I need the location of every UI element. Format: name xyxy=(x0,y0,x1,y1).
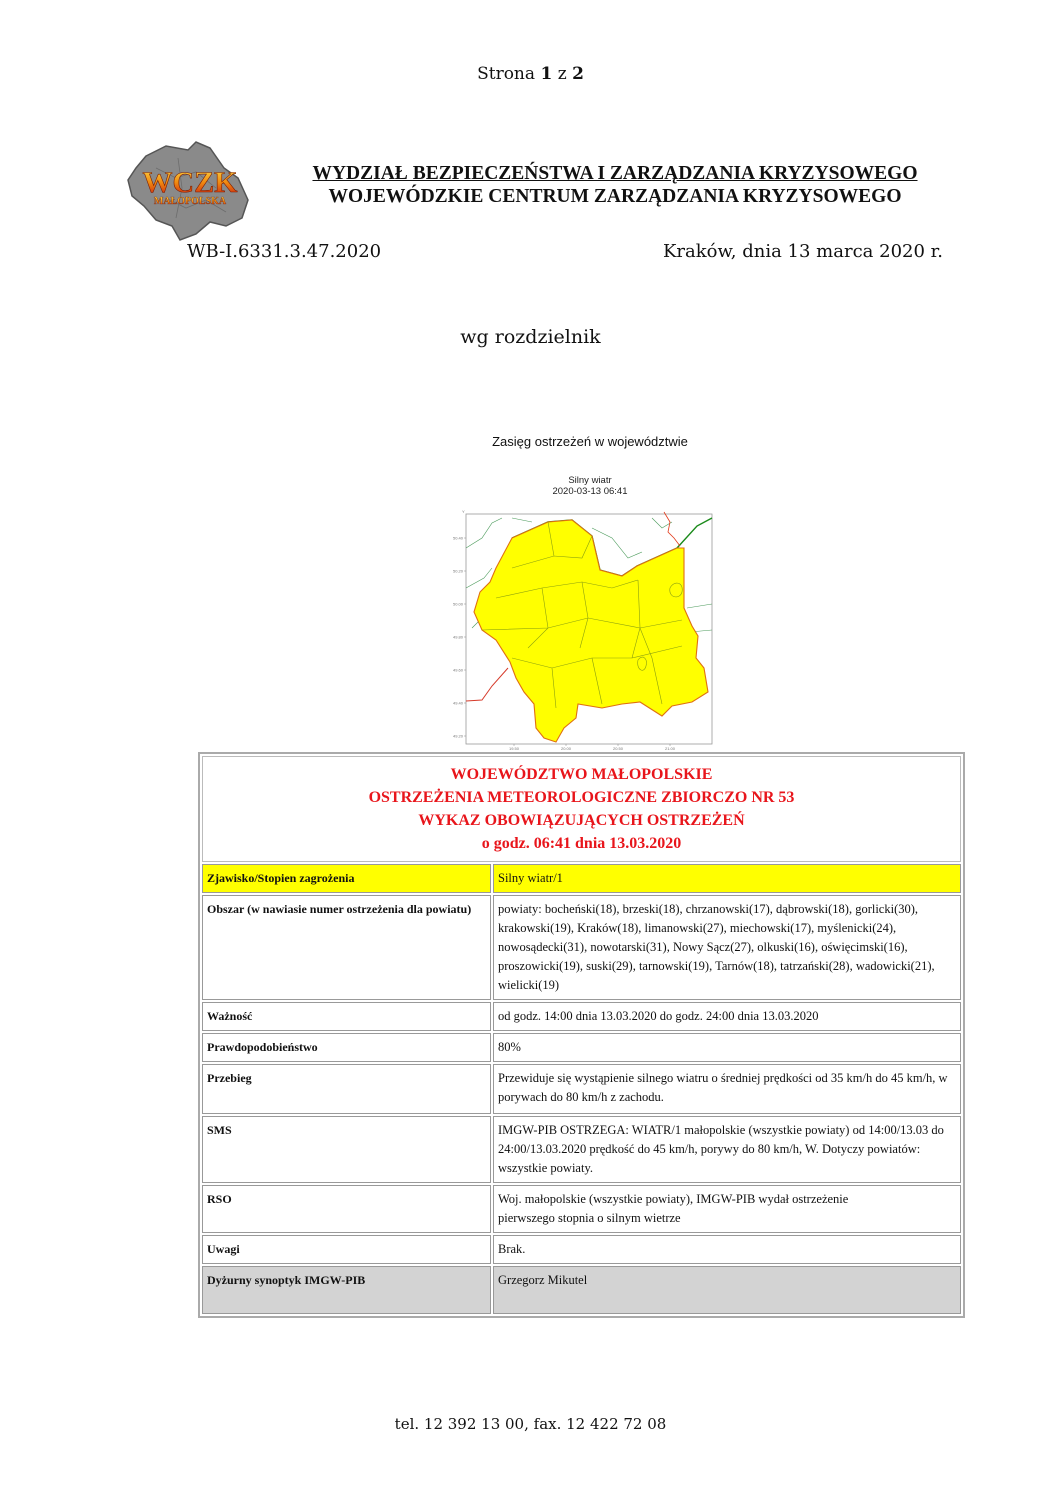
y-tick-label: 50.20 xyxy=(453,568,464,574)
row-value: powiaty: bocheński(18), brzeski(18), chrzanowski(17), dąbrowski(18), gorlicki(30), krakowski(19), Kraków(18), limanowski(27), miechowski(17), myślenicki(24), nowosądecki(31), nowotarski(31), Nowy Sącz(27), olkuski(16), oświęcimski(16), proszowicki(19), suski(29), tarnowski(19), Tarnów(18), tatrzański(28), wadowicki(21), wielicki(19) xyxy=(493,895,961,1000)
warning-issue-time: o godz. 06:41 dnia 13.03.2020 xyxy=(481,835,682,852)
row-value: od godz. 14:00 dnia 13.03.2020 do godz. 24:00 dnia 13.03.2020 xyxy=(493,1002,961,1031)
row-label: Przebieg xyxy=(202,1064,491,1114)
logo-text: WCZK xyxy=(142,166,238,199)
y-tick-label: 50.40 xyxy=(453,535,464,541)
warning-header xyxy=(202,756,961,862)
contact-footer: tel. 12 392 13 00, fax. 12 422 72 08 xyxy=(394,1415,667,1433)
warning-table xyxy=(198,752,965,1318)
warning-region: WOJEWÓDZTWO MAŁOPOLSKIE xyxy=(450,766,713,783)
table-row xyxy=(202,1116,961,1183)
row-label: RSO xyxy=(202,1185,491,1233)
page-label: Strona xyxy=(477,64,536,84)
row-label: Zjawisko/Stopien zagrożenia xyxy=(202,864,491,893)
recipient: wg rozdzielnik xyxy=(460,326,601,348)
row-value: Woj. małopolskie (wszystkie powiaty), IMGW-PIB wydał ostrzeżenie pierwszego stopnia o silnym wietrze xyxy=(493,1185,961,1233)
page-sep: z xyxy=(557,64,567,84)
table-row xyxy=(202,864,961,893)
table-row xyxy=(202,1185,961,1233)
row-value: Brak. xyxy=(493,1235,961,1264)
x-tick-label: 20.50 xyxy=(612,746,624,751)
warning-list-title: WYKAZ OBOWIĄZUJĄCYCH OSTRZEŻEŃ xyxy=(418,812,745,829)
row-value: Silny wiatr/1 xyxy=(493,864,961,893)
y-tick-label: 49.40 xyxy=(453,700,464,706)
center-title: WOJEWÓDZKIE CENTRUM ZARZĄDZANIA KRYZYSOWEGO xyxy=(328,186,902,207)
department-title: WYDZIAŁ BEZPIECZEŃSTWA I ZARZĄDZANIA KRYZYSOWEGO xyxy=(312,163,918,184)
wczk-logo xyxy=(126,138,254,242)
page-number xyxy=(0,64,1061,84)
table-row xyxy=(202,1064,961,1114)
table-row xyxy=(202,1002,961,1031)
map-timestamp: 2020-03-13 06:41 xyxy=(552,486,628,497)
map-subtitle xyxy=(450,475,730,497)
warning-map xyxy=(452,508,727,752)
row-value: Grzegorz Mikutel xyxy=(493,1266,961,1314)
logo-subtext: MAŁOPOLSKA xyxy=(153,196,227,207)
y-tick-label: 49.20 xyxy=(453,733,464,739)
table-row xyxy=(202,895,961,1000)
y-tick-label: 49.80 xyxy=(453,634,464,640)
row-label: Uwagi xyxy=(202,1235,491,1264)
y-axis-ticks xyxy=(453,536,466,739)
y-tick-label: 50.00 xyxy=(453,601,464,607)
row-label: SMS xyxy=(202,1116,491,1183)
table-row xyxy=(202,1033,961,1062)
row-label: Dyżurny synoptyk IMGW-PIB xyxy=(202,1266,491,1314)
table-row xyxy=(202,1266,961,1314)
place-date: Kraków, dnia 13 marca 2020 r. xyxy=(662,241,943,262)
map-phenomenon: Silny wiatr xyxy=(568,475,612,486)
y-axis-label: Y xyxy=(462,509,465,514)
y-tick-label: 49.60 xyxy=(453,667,464,673)
map-title: Zasięg ostrzeżeń w województwie xyxy=(492,434,688,449)
x-tick-label: 21.00 xyxy=(664,746,676,751)
table-row xyxy=(202,1235,961,1264)
row-label: Ważność xyxy=(202,1002,491,1031)
row-value: Przewiduje się wystąpienie silnego wiatru o średniej prędkości od 35 km/h do 45 km/h, w porywach do 80 km/h z zachodu. xyxy=(493,1064,961,1114)
x-tick-label: 20.00 xyxy=(560,746,572,751)
page-current: 1 xyxy=(540,64,553,84)
row-label: Obszar (w nawiasie numer ostrzeżenia dla powiatu) xyxy=(202,895,491,1000)
page-total: 2 xyxy=(572,64,584,84)
row-label: Prawdopodobieństwo xyxy=(202,1033,491,1062)
warning-bulletin-title: OSTRZEŻENIA METEOROLOGICZNE ZBIORCZO NR 53 xyxy=(368,789,795,806)
x-tick-label: 19.50 xyxy=(508,746,520,751)
reference-number: WB-I.6331.3.47.2020 xyxy=(187,241,382,262)
row-value: 80% xyxy=(493,1033,961,1062)
x-axis-ticks xyxy=(509,744,676,751)
institution-header xyxy=(290,162,940,208)
row-value: IMGW-PIB OSTRZEGA: WIATR/1 małopolskie (wszystkie powiaty) od 14:00/13.03 do 24:00/13.03.2020 prędkość do 45 km/h, porywy do 80 km/h, W. Dotyczy powiatów: wszystkie powiaty. xyxy=(493,1116,961,1183)
